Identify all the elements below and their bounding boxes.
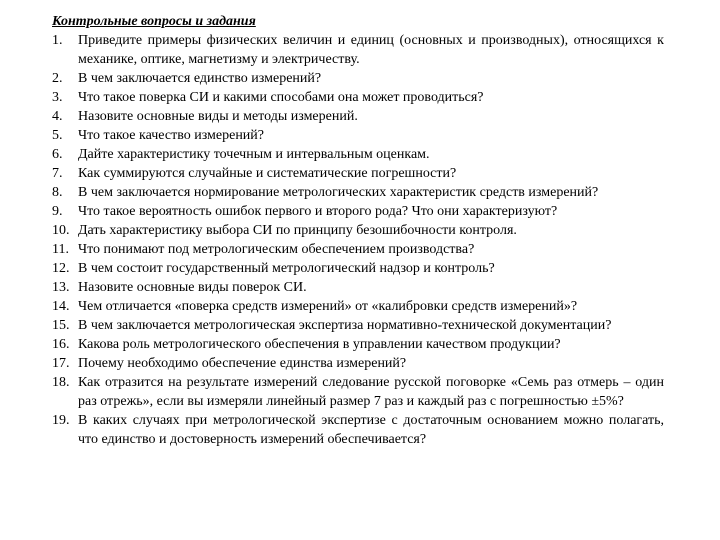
question-item xyxy=(52,278,664,297)
question-text: Чем отличается «поверка средств измерений» от «калибровки средств измерений»? xyxy=(78,299,578,314)
question-number: 2. xyxy=(52,71,63,86)
question-text: Как суммируются случайные и систематические погрешности? xyxy=(78,166,457,181)
question-number: 6. xyxy=(52,147,63,162)
question-item xyxy=(52,183,664,202)
question-text: В чем состоит государственный метрологический надзор и контроль? xyxy=(78,261,495,276)
question-item xyxy=(52,316,664,335)
question-number: 9. xyxy=(52,204,63,219)
question-text: Почему необходимо обеспечение единства измерений? xyxy=(78,356,407,371)
question-text: Назовите основные виды и методы измерений. xyxy=(78,109,358,124)
question-text: Что такое вероятность ошибок первого и второго рода? Что они характеризуют? xyxy=(78,204,558,219)
question-text: В чем заключается метрологическая экспертиза нормативно-технической документации? xyxy=(78,318,612,333)
question-item xyxy=(52,411,664,449)
question-text: В чем заключается нормирование метрологических характеристик средств измерений? xyxy=(78,185,599,200)
question-item xyxy=(52,221,664,240)
question-number: 18. xyxy=(52,375,70,390)
question-text: Дать характеристику выбора СИ по принципу безошибочности контроля. xyxy=(78,223,517,238)
question-text: Как отразится на результате измерений следование русской поговорке «Семь раз отмерь – один раз отрежь», если вы измеряли линейный размер 7 раз и каждый раз с погрешностью ±5%? xyxy=(78,375,664,409)
question-item xyxy=(52,202,664,221)
question-number: 8. xyxy=(52,185,63,200)
question-text: Что понимают под метрологическим обеспечением производства? xyxy=(78,242,475,257)
question-number: 12. xyxy=(52,261,70,276)
question-number: 5. xyxy=(52,128,63,143)
question-number: 1. xyxy=(52,33,63,48)
question-text: Что такое поверка СИ и какими способами она может проводиться? xyxy=(78,90,484,105)
question-item xyxy=(52,240,664,259)
question-number: 7. xyxy=(52,166,63,181)
questions-list xyxy=(52,31,664,449)
question-text: Дайте характеристику точечным и интервальным оценкам. xyxy=(78,147,430,162)
question-text: В чем заключается единство измерений? xyxy=(78,71,322,86)
question-number: 19. xyxy=(52,413,70,428)
question-number: 16. xyxy=(52,337,70,352)
question-number: 15. xyxy=(52,318,70,333)
question-text: Назовите основные виды поверок СИ. xyxy=(78,280,307,295)
question-text: В каких случаях при метрологической экспертизе с достаточным основанием можно полагать, что единство и достоверность измерений обеспечивается? xyxy=(78,413,664,447)
question-item xyxy=(52,354,664,373)
question-item xyxy=(52,259,664,278)
question-number: 13. xyxy=(52,280,70,295)
question-item xyxy=(52,126,664,145)
question-number: 11. xyxy=(52,242,69,257)
question-item xyxy=(52,107,664,126)
question-text: Приведите примеры физических величин и единиц (основных и производных), относящихся к механике, оптике, магнетизму и электричеству. xyxy=(78,33,664,67)
question-number: 10. xyxy=(52,223,70,238)
question-item xyxy=(52,88,664,107)
section-heading: Контрольные вопросы и задания xyxy=(52,14,256,29)
question-number: 4. xyxy=(52,109,63,124)
document-page xyxy=(52,12,664,449)
question-item xyxy=(52,69,664,88)
question-item xyxy=(52,164,664,183)
question-item xyxy=(52,335,664,354)
question-number: 3. xyxy=(52,90,63,105)
question-number: 17. xyxy=(52,356,70,371)
question-item xyxy=(52,31,664,69)
question-number: 14. xyxy=(52,299,70,314)
question-item xyxy=(52,145,664,164)
question-item xyxy=(52,297,664,316)
question-text: Какова роль метрологического обеспечения в управлении качеством продукции? xyxy=(78,337,561,352)
question-item xyxy=(52,373,664,411)
question-text: Что такое качество измерений? xyxy=(78,128,265,143)
